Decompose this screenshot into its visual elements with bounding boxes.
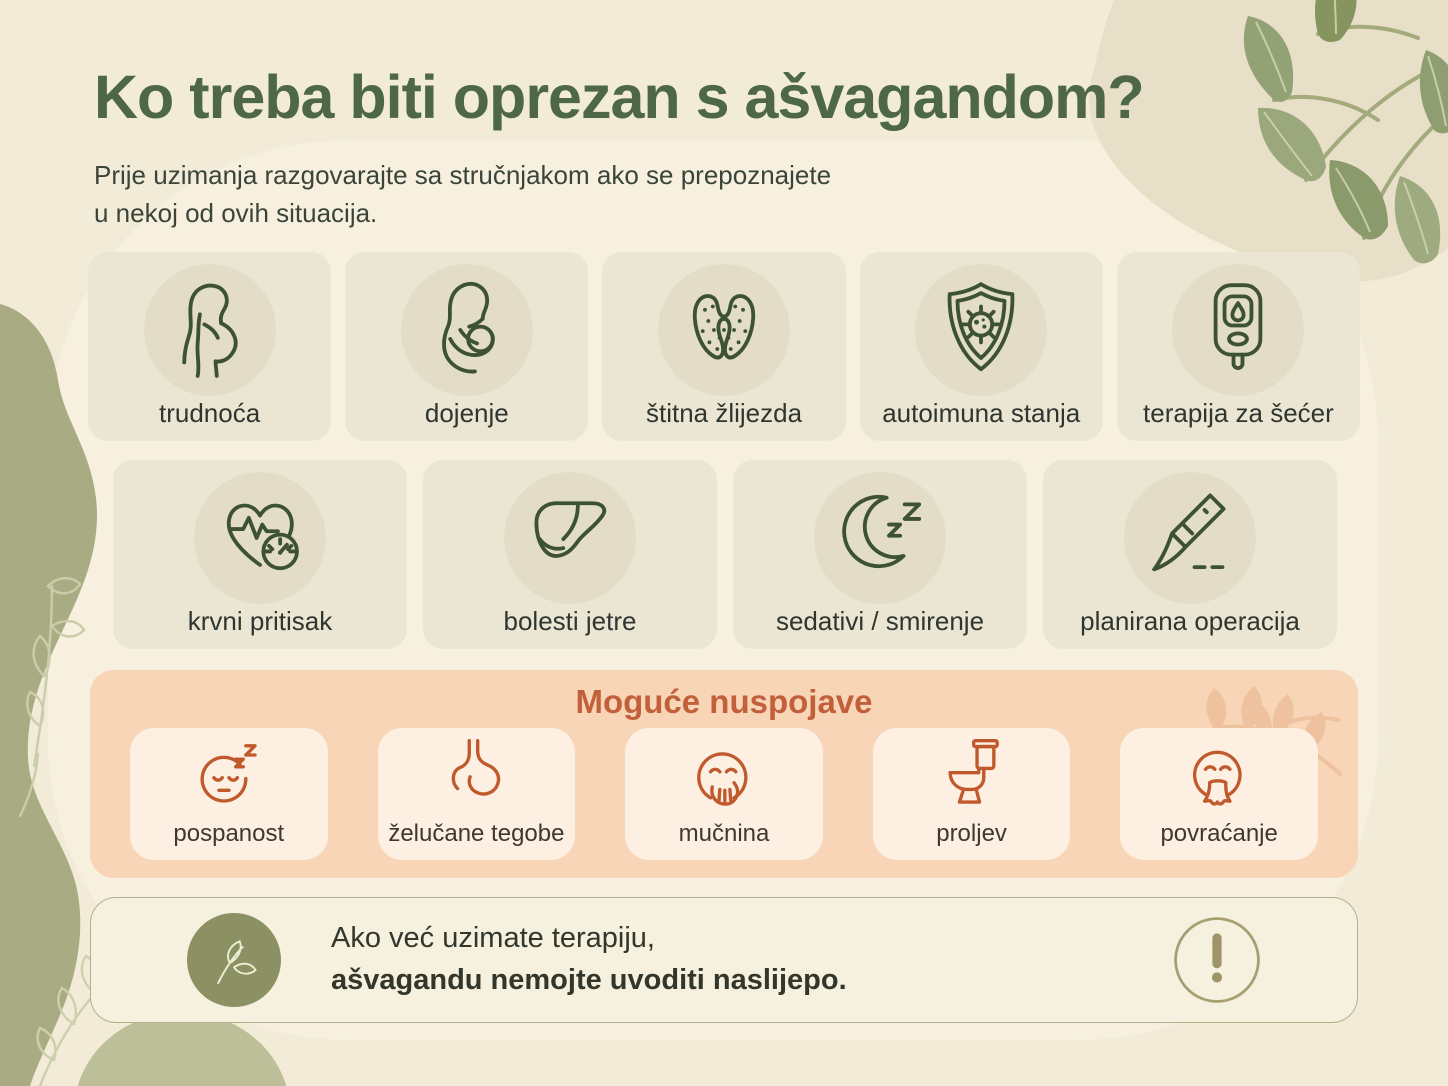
card-planned-surgery [1043,460,1337,649]
exclamation-icon [1171,914,1263,1006]
icon-halo [915,264,1047,396]
card-diabetes-therapy [1117,252,1360,441]
heart-gauge-icon [204,482,316,594]
icon-halo [504,472,636,604]
side-effects-row [130,728,1318,860]
stomach-icon [434,734,518,818]
icon-halo [1172,264,1304,396]
icon-halo [658,264,790,396]
card-label: mučnina [678,820,770,847]
liver-icon [514,482,626,594]
scalpel-icon [1134,482,1246,594]
side-effects-panel [90,670,1358,878]
warning-line-2: ašvagandu nemojte uvoditi naslijepo. [331,964,847,996]
shield-virus-icon [925,274,1037,386]
card-label: trudnoća [159,398,261,428]
card-sedatives [733,460,1027,649]
icon-halo [401,264,533,396]
card-label: terapija za šećer [1143,398,1334,428]
toilet-icon [930,734,1014,818]
card-breastfeeding [345,252,588,441]
card-label: štitna žlijezda [645,398,803,428]
icon-halo [194,472,326,604]
card-label: povraćanje [1160,820,1278,847]
card-pregnancy [88,252,331,441]
icon-halo [814,472,946,604]
card-stomach-issues [378,728,576,860]
leaf-badge-icon [198,924,270,996]
sleepy-face-icon [187,734,271,818]
card-label: dojenje [424,398,509,428]
card-label: želučane tegobe [388,820,565,847]
caution-row-1 [88,252,1360,441]
vomiting-face-icon [1177,734,1261,818]
card-vomiting [1120,728,1318,860]
moon-zzz-icon [824,482,936,594]
page-title: Ko treba biti oprezan s ašvagandom? [94,63,1144,131]
warning-card [90,897,1358,1023]
card-label: pospanost [173,820,285,847]
card-label: bolesti jetre [503,606,637,636]
card-blood-pressure [113,460,407,649]
page-subtitle [94,156,831,232]
leaf-badge [187,913,281,1007]
card-label: sedativi / smirenje [775,606,985,636]
nausea-face-icon [682,734,766,818]
breastfeeding-icon [411,274,523,386]
warning-text [331,922,847,997]
pregnancy-icon [154,274,266,386]
card-label: krvni pritisak [187,606,333,636]
side-effects-title: Moguće nuspojave [575,683,873,720]
card-thyroid [602,252,845,441]
card-label: proljev [936,820,1007,847]
caution-row-2 [113,460,1337,649]
card-liver-disease [423,460,717,649]
card-drowsiness [130,728,328,860]
thyroid-icon [668,274,780,386]
subtitle-line-1: Prije uzimanja razgovarajte sa stručnjakom ako se prepoznajete [94,160,832,190]
warning-line-1: Ako već uzimate terapiju, [331,922,655,954]
icon-halo [1124,472,1256,604]
card-label: planirana operacija [1080,606,1300,636]
glucose-meter-icon [1182,274,1294,386]
card-nausea [625,728,823,860]
card-diarrhea [873,728,1071,860]
subtitle-line-2: u nekoj od ovih situacija. [94,198,378,228]
card-autoimmune [860,252,1103,441]
card-label: autoimuna stanja [882,398,1081,428]
icon-halo [144,264,276,396]
